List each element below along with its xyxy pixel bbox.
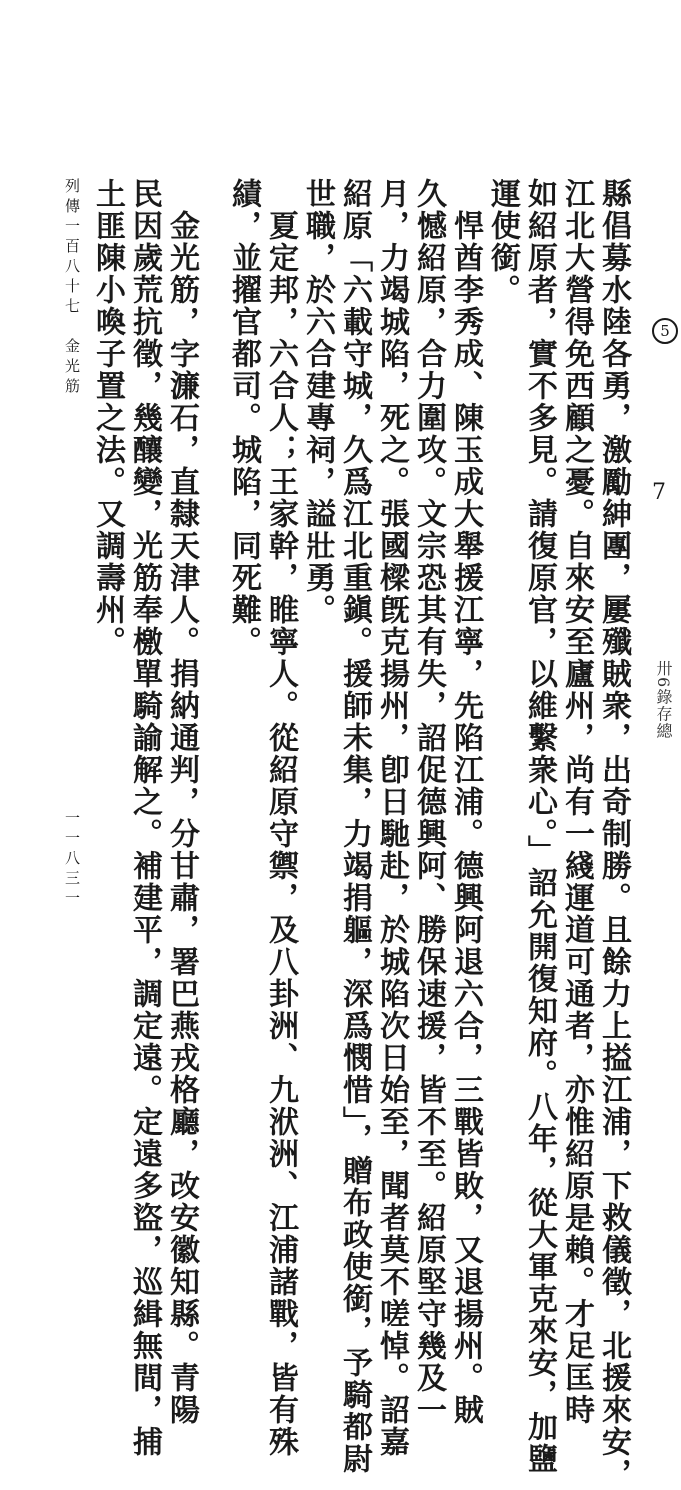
text-column-10: 夏定邦，六合人；王家幹，睢寧人。從紹原守禦，及八卦洲、九洑洲、江浦諸戰，皆有殊 <box>263 210 298 1458</box>
text-column-3: 如紹原者，實不多見。請復原官，以維繫衆心。」詔允開復知府。八年，從大軍克來安，加鹽 <box>522 178 557 1475</box>
text-column-4: 運使銜。 <box>485 178 520 306</box>
text-column-8: 紹原「六載守城，久爲江北重鎭。援師未集，力竭捐軀，深爲憫惜」，贈布政使銜，予騎都尉 <box>337 178 372 1475</box>
text-column-5: 悍酋李秀成、陳玉成大舉援江寧，先陷江浦。德興阿退六合，三戰皆敗，又退揚州。賊 <box>448 210 483 1426</box>
text-column-12: 金光筋，字濂石，直隸天津人。捐納通判，分甘肅，署巴燕戎格廳，改安徽知縣。青陽 <box>164 210 199 1426</box>
text-column-2: 江北大營得免西顧之憂。自來安至廬州，尚有一綫運道可通者，亦惟紹原是賴。才足匡時 <box>559 178 594 1426</box>
text-column-14: 土匪陳小喚子置之法。又調壽州。 <box>90 178 125 658</box>
text-column-13: 民因歲荒抗徵，幾釀變，光筋奉檄單騎諭解之。補建平，調定遠。定遠多盜，巡緝無間，捕 <box>127 178 162 1458</box>
text-column-1: 縣倡募水陸各勇，激勵紳團，屢殲賊衆，出奇制勝。且餘力上搤江浦，下救儀徵，北援來安， <box>596 178 631 1490</box>
text-column-6: 久憾紹原，合力圍攻。文宗恐其有失，詔促德興阿、勝保速援，皆不至。紹原堅守幾及一 <box>411 178 446 1426</box>
margin-numeral-mark: 7 <box>652 480 666 505</box>
page-number: 一一八三一 <box>63 810 81 910</box>
text-column-9: 世職，於六合建專祠，謚壯勇。 <box>300 178 335 626</box>
volume-title: 列傳一百八十七 金光筋 <box>63 178 81 398</box>
text-column-11: 績，並擢官都司。城陷，同死難。 <box>226 178 261 658</box>
library-stamp: 卅6錄存總 <box>654 660 673 740</box>
text-column-7: 月，力竭城陷，死之。張國樑旣克揚州，卽日馳赴，於城陷次日始至，聞者莫不嗟悼。詔嘉 <box>374 178 409 1458</box>
circled-numeral-mark: 5 <box>652 318 678 344</box>
